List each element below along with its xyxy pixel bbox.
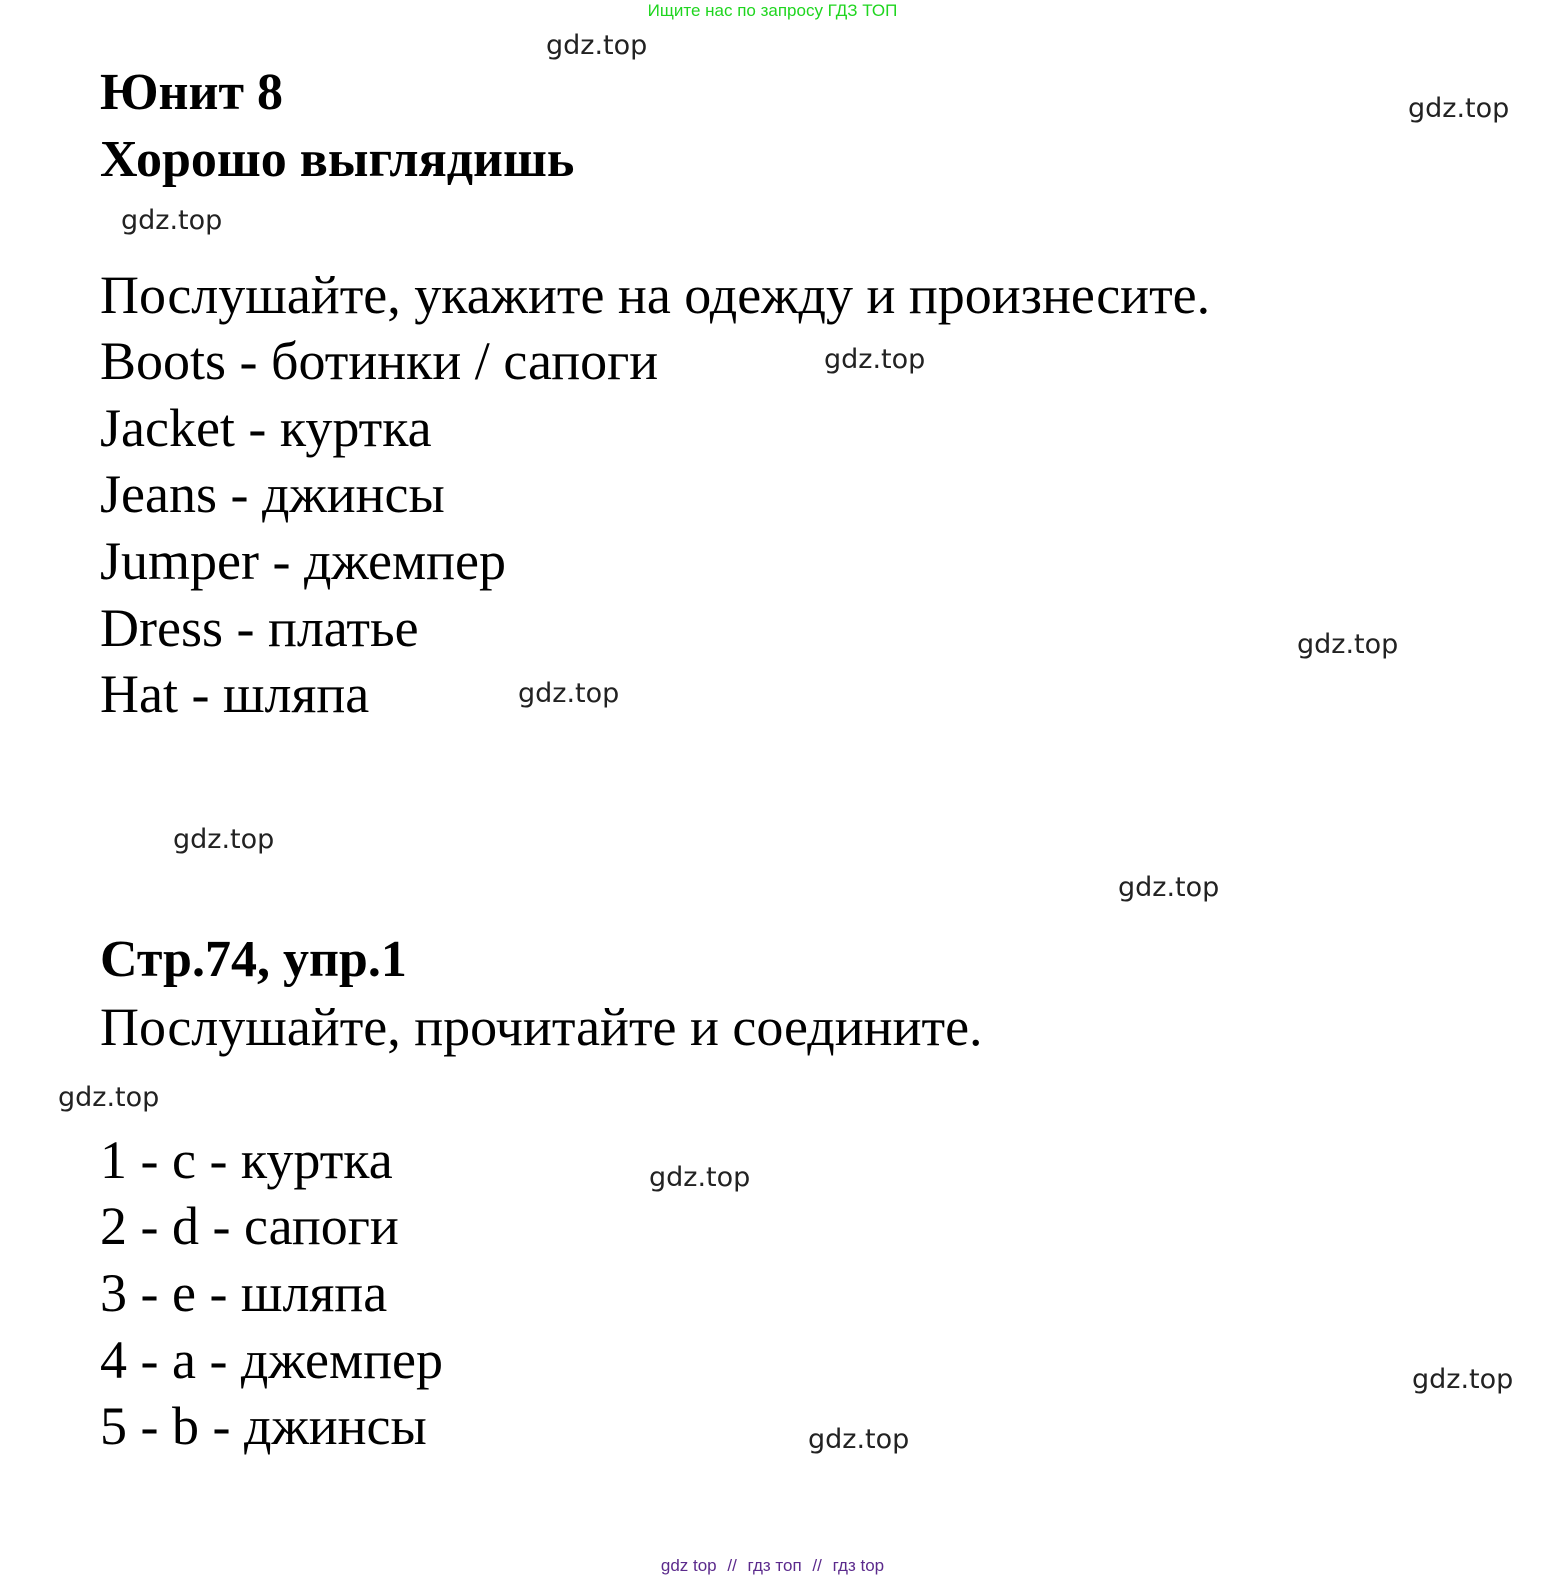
watermark: gdz.top: [121, 205, 223, 236]
top-banner: Ищите нас по запросу ГДЗ ТОП: [647, 1, 898, 20]
vocab-item: Jumper - джемпер: [100, 531, 507, 591]
watermark: gdz.top: [58, 1082, 160, 1113]
footer-link[interactable]: gdz top: [660, 1556, 717, 1575]
vocab-item: Jacket - куртка: [100, 398, 432, 458]
watermark: gdz.top: [808, 1424, 910, 1455]
watermark: gdz.top: [546, 30, 648, 61]
vocab-item: Dress - платье: [100, 598, 419, 658]
instruction-1: Послушайте, укажите на одежду и произнесите.: [100, 265, 1211, 325]
watermark: gdz.top: [1412, 1364, 1514, 1395]
answer-item: 4 - a - джемпер: [100, 1330, 444, 1390]
vocab-item: Jeans - джинсы: [100, 464, 445, 524]
footer-links: [0, 1556, 1545, 1576]
footer-separator: //: [812, 1556, 822, 1575]
watermark: gdz.top: [1297, 629, 1399, 660]
watermark: gdz.top: [824, 344, 926, 375]
exercise-title: Стр.74, упр.1: [100, 931, 407, 988]
footer-link[interactable]: гдз top: [832, 1556, 885, 1575]
answer-item: 5 - b - джинсы: [100, 1396, 427, 1456]
instruction-2: Послушайте, прочитайте и соедините.: [100, 997, 983, 1057]
watermark: gdz.top: [649, 1162, 751, 1193]
unit-title: Юнит 8: [100, 64, 284, 121]
answer-item: 1 - c - куртка: [100, 1130, 393, 1190]
watermark: gdz.top: [173, 824, 275, 855]
vocab-item: Boots - ботинки / сапоги: [100, 331, 659, 391]
watermark: gdz.top: [1408, 93, 1510, 124]
footer-separator: //: [727, 1556, 737, 1575]
footer-link[interactable]: гдз топ: [747, 1556, 802, 1575]
answer-item: 3 - e - шляпа: [100, 1263, 388, 1323]
watermark: gdz.top: [1118, 872, 1220, 903]
unit-subtitle: Хорошо выглядишь: [100, 131, 575, 188]
answer-item: 2 - d - сапоги: [100, 1196, 399, 1256]
watermark: gdz.top: [518, 678, 620, 709]
vocab-item: Hat - шляпа: [100, 664, 370, 724]
